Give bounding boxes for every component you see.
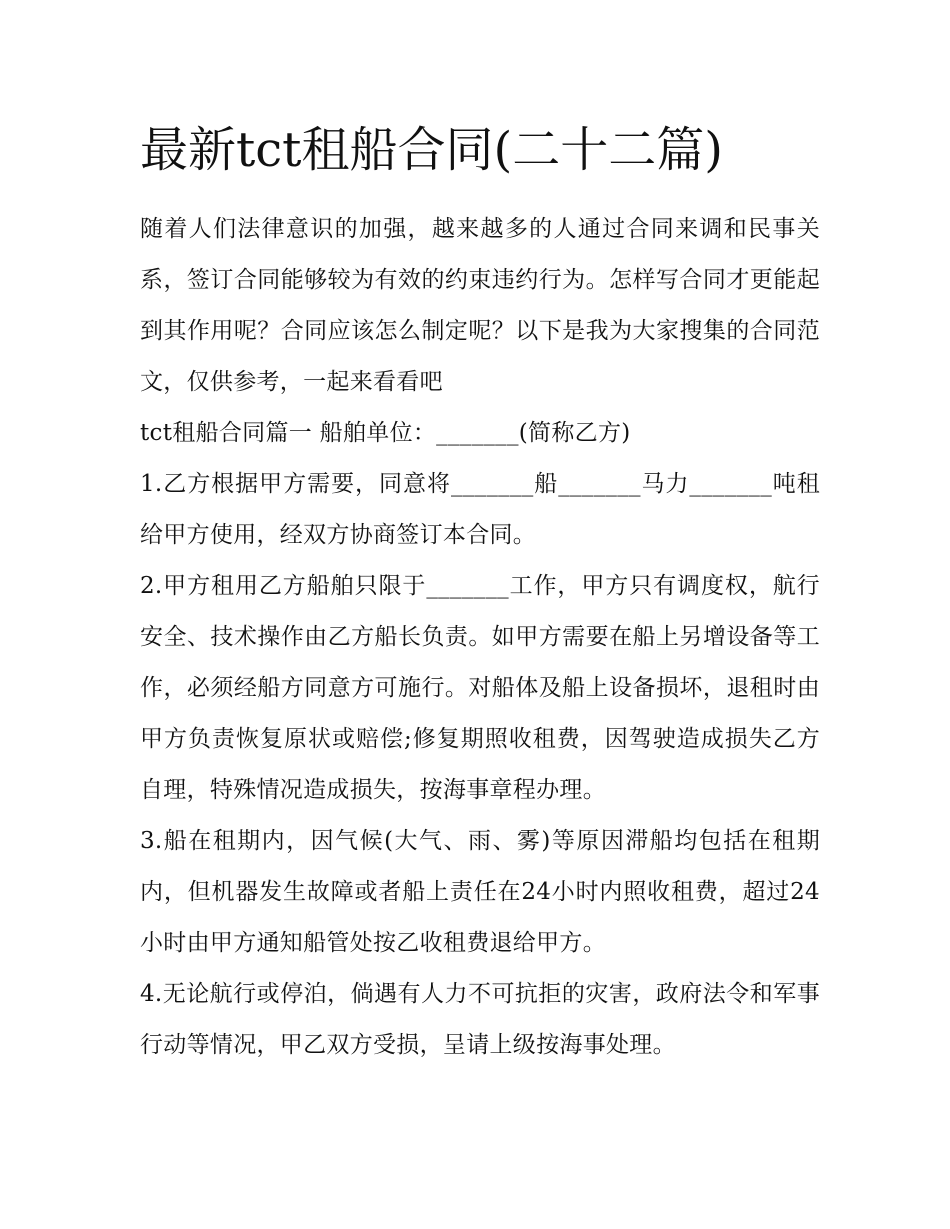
intro-paragraph: 随着人们法律意识的加强，越来越多的人通过合同来调和民事关系，签订合同能够较为有效的约束违约行为。怎样写合同才更能起到其作用呢？合同应该怎么制定呢？以下是我为大家搜集的合同范文，仅供参考，一起来看看吧 xyxy=(140,216,820,395)
clause-1: 1.乙方根据甲方需要，同意将_______船_______马力_______吨租给甲方使用，经双方协商签订本合同。 xyxy=(140,471,820,548)
clause-2: 2.甲方租用乙方船舶只限于_______工作，甲方只有调度权，航行安全、技术操作由乙方船长负责。如甲方需要在船上另增设备等工作，必须经船方同意方可施行。对船体及船上设备损坏，退租时由甲方负责恢复原状或赔偿;修复期照收租费，因驾驶造成损失乙方自理，特殊情况造成损失，按海事章程办理。 xyxy=(140,573,820,803)
contract-heading-line: tct租船合同篇一 船舶单位：_______(简称乙方) xyxy=(140,420,631,446)
document-body xyxy=(140,112,820,1071)
document-title: 最新tct租船合同(二十二篇) xyxy=(140,122,723,178)
clause-4: 4.无论航行或停泊，倘遇有人力不可抗拒的灾害，政府法令和军事行动等情况，甲乙双方受损，呈请上级按海事处理。 xyxy=(140,981,820,1058)
clause-3: 3.船在租期内，因气候(大气、雨、雾)等原因滞船均包括在租期内，但机器发生故障或者船上责任在24小时内照收租费，超过24小时由甲方通知船管处按乙收租费退给甲方。 xyxy=(140,828,820,956)
